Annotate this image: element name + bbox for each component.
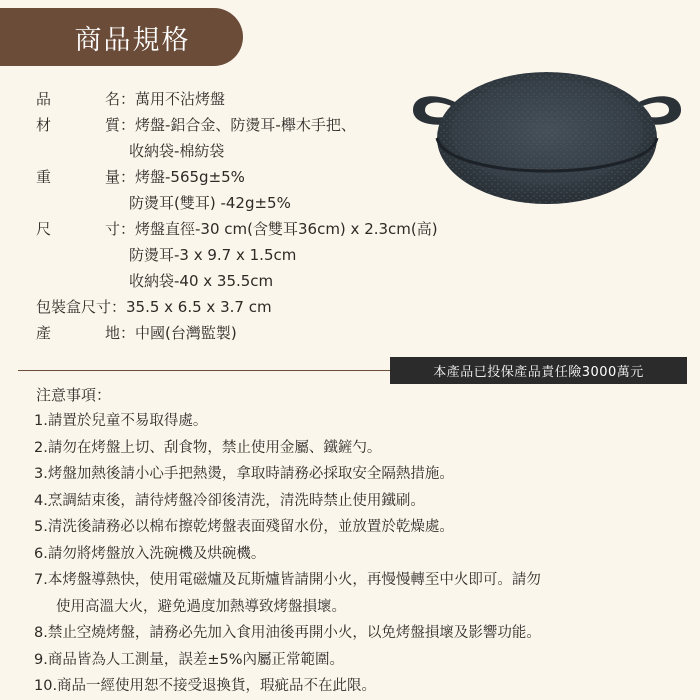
note-item: 4.烹調結束後，請待烤盤冷卻後清洗，清洗時禁止使用鐵刷。	[34, 492, 425, 509]
spec-value-cont: 防燙耳(雙耳) -42g±5%	[129, 194, 291, 212]
spec-value-cont: 收納袋-棉紡袋	[129, 142, 225, 160]
spec-value: ：烤盤-鋁合金、防燙耳-櫸木手把、	[120, 116, 356, 134]
spec-row-weight	[36, 164, 438, 190]
spec-value: 包裝盒尺寸：35.5 x 6.5 x 3.7 cm	[36, 298, 272, 316]
note-item: 3.烤盤加熱後請小心手把熱燙，拿取時請務必採取安全隔熱措施。	[34, 466, 454, 482]
grill-pan-icon	[407, 62, 687, 212]
spec-value: ：中國(台灣監製)	[120, 324, 237, 342]
note-item: 10.商品一經使用恕不接受退換貨，瑕疵品不在此限。	[34, 678, 377, 694]
insurance-badge	[390, 357, 687, 384]
title-banner	[0, 8, 243, 66]
spec-row-origin	[36, 320, 438, 346]
note-item: 5.清洗後請務必以棉布擦乾烤盤表面殘留水份，並放置於乾燥處。	[34, 519, 454, 535]
spec-value: ：烤盤-565g±5%	[120, 168, 245, 186]
note-item: 9.商品皆為人工測量，誤差±5%內屬正常範圍。	[34, 651, 344, 668]
spec-label: 重	[36, 168, 52, 186]
spec-label: 地	[104, 324, 120, 342]
spec-row-name	[36, 86, 438, 112]
product-image	[407, 62, 687, 212]
spec-label: 質	[104, 116, 120, 134]
spec-label: 材	[36, 116, 52, 134]
spec-value-cont: 收納袋-40 x 35.5cm	[129, 272, 274, 290]
spec-label: 名	[104, 90, 120, 108]
spec-value-cont: 防燙耳-3 x 9.7 x 1.5cm	[129, 246, 297, 264]
spec-label: 產	[36, 324, 52, 342]
note-item: 6.請勿將烤盤放入洗碗機及烘碗機。	[34, 545, 266, 562]
note-item-cont: 使用高溫大火，避免過度加熱導致烤盤損壞。	[56, 598, 346, 615]
insurance-text: 本產品已投保產品責任險3000萬元	[433, 365, 644, 380]
spec-label: 品	[36, 90, 52, 108]
page-title: 商品規格	[74, 24, 191, 56]
note-item: 1.請置於兒童不易取得處。	[34, 413, 208, 429]
notes-list	[34, 408, 694, 700]
note-item: 8.禁止空燒烤盤，請務必先加入食用油後再開小火，以免烤盤損壞及影響功能。	[34, 625, 541, 641]
spec-label: 尺	[36, 220, 52, 238]
spec-row-size	[36, 216, 438, 242]
divider	[18, 370, 390, 371]
spec-row-material	[36, 112, 438, 138]
note-item: 2.請勿在烤盤上切、刮食物，禁止使用金屬、鐵鏟勺。	[34, 439, 382, 456]
spec-label: 量	[104, 168, 120, 186]
spec-value: ：萬用不沾烤盤	[120, 90, 226, 108]
spec-label: 寸	[104, 220, 120, 238]
spec-row-box	[36, 294, 438, 320]
note-item: 7.本烤盤導熱快，使用電磁爐及瓦斯爐皆請開小火，再慢慢轉至中火即可。請勿	[34, 572, 541, 588]
spec-value: ：烤盤直徑-30 cm(含雙耳36cm) x 2.3cm(高)	[120, 220, 438, 238]
spec-list	[36, 86, 438, 346]
notes-title: 注意事項：	[36, 386, 112, 404]
